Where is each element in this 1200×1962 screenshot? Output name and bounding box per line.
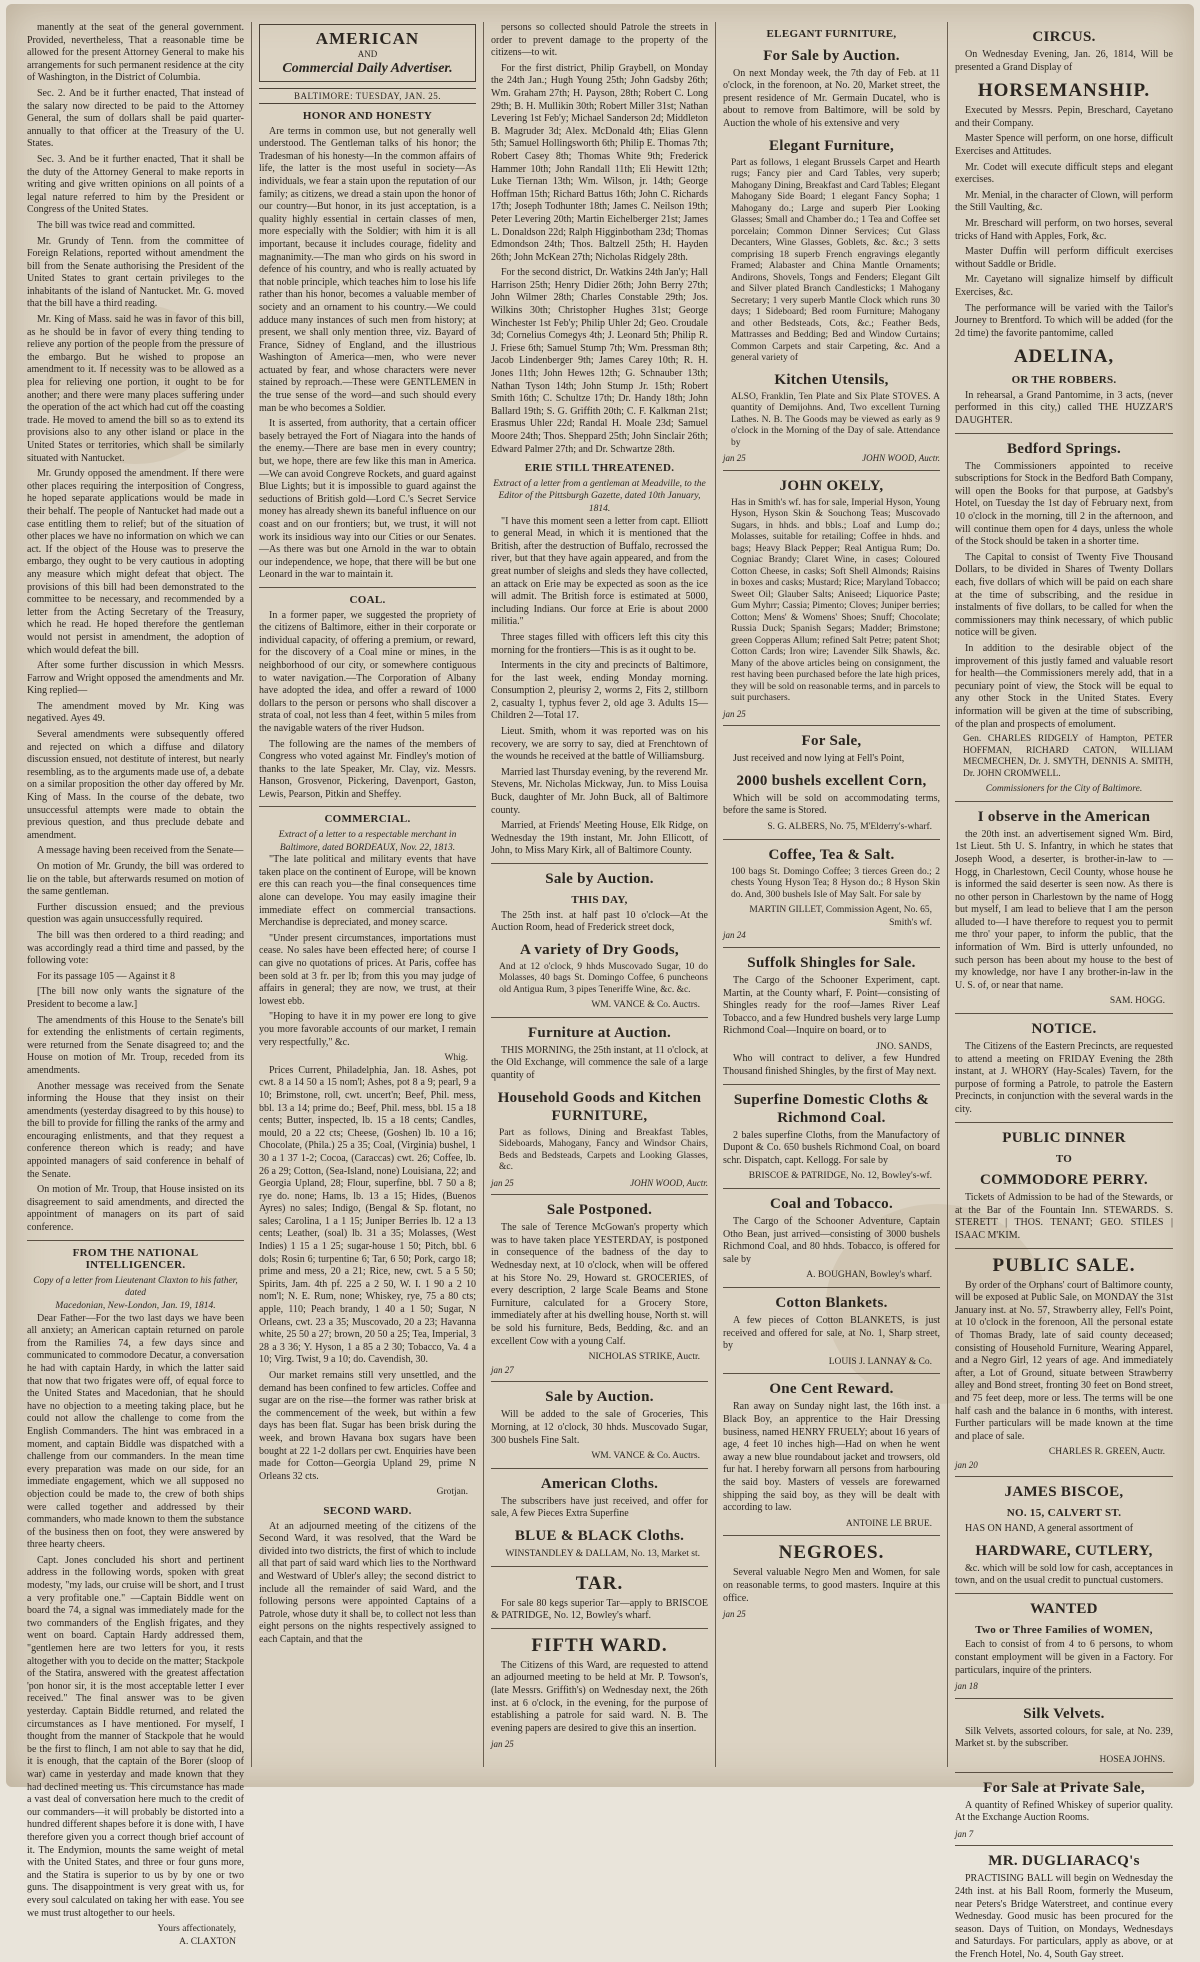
ad-text: Master Spence will perform, on one horse, difficult Exercises and Attitudes. bbox=[955, 133, 1173, 157]
divider bbox=[723, 1535, 940, 1536]
ad-text: The Citizens of this Ward, are requested to attend an adjourned meeting to be held at Mr. P. Towson's, (late Messrs. Griffith's) on Wednesday next, the 26th inst. at 6 o'clock, in the evening, for the purpose of establishing a patrole for said ward. N. B. The evening papers are desired to give this an insertion. bbox=[491, 1659, 708, 1734]
article-paragraph: Our market remains still very unsettled, and the demand has been confined to few articles. Coffee and sugar are on the rise—the former was rather brisk at the commencement of the week, but within a few days has been flat. Sugar has been brisk during the week, and brown Havana box sugars have been bought at 22 1-2 dollars per cwt. Enquiries have been made for Cotton—Georgia Upland 29, prime N Orleans 32 cts. bbox=[259, 1370, 476, 1482]
section-heading: HONOR AND HONESTY bbox=[302, 110, 433, 122]
ad-heading: JAMES BISCOE, bbox=[1004, 1484, 1124, 1501]
ad-heading: NEGROES. bbox=[778, 1542, 885, 1564]
article-paragraph: Three stages filled with officers left this city this morning for the frontiers—This is as it ought to be. bbox=[491, 631, 708, 656]
article-subtitle: Extract of a letter from a gentleman at Meadville, to the Editor of the Pittsburgh Gazette, dated 10th January, 1814. bbox=[493, 478, 706, 514]
divider bbox=[491, 1628, 708, 1629]
ad-signature: WM. VANCE & Co. Auctrs. bbox=[591, 1451, 700, 1462]
ad-signature: A. BOUGHAN, Bowley's wharf. bbox=[806, 1270, 932, 1281]
divider bbox=[955, 1248, 1173, 1249]
ad-text: Master Duffin will perform difficult exercises without Saddle or Bridle. bbox=[955, 246, 1173, 270]
ad-signature: CHARLES R. GREEN, Auctr. bbox=[1048, 1447, 1165, 1458]
ad-feature: Elegant Furniture, bbox=[768, 137, 895, 154]
ad-subheading: OR THE ROBBERS. bbox=[1011, 374, 1117, 387]
ad-heading: PUBLIC SALE. bbox=[992, 1254, 1136, 1276]
masthead bbox=[259, 24, 476, 82]
ad-heading: One Cent Reward. bbox=[769, 1381, 894, 1398]
article-paragraph: A message having been received from the Senate— bbox=[37, 845, 244, 857]
ad-heading: Sale by Auction. bbox=[545, 871, 654, 887]
ad-heading: Bedford Springs. bbox=[1007, 440, 1121, 457]
section-heading: COAL. bbox=[349, 593, 386, 606]
ad-heading: Suffolk Shingles for Sale. bbox=[747, 954, 916, 971]
ad-subheading: NO. 15, CALVERT ST. bbox=[1006, 1507, 1122, 1520]
article-paragraph: "Hoping to have it in my power ere long to give you more favorable accounts of our market, I remain very respectfully," &c. bbox=[259, 1011, 476, 1048]
ad-text: Just received and now lying at Fell's Point, bbox=[733, 753, 905, 765]
letter-paragraph: Dear Father—For the two last days we have been all anxiety; an American captain returned on parole from the Ramilies 74, a few days since and communicated to commodore Decatur, a conversation he had with captain Hardy, in which the latter said that now that two frigates were off, of equal force to the United States and Macedonian, that he should have no objection to a meeting taking place, but he could not allow the challenge to come from the English Commanders. The hint was embraced in a moment, and captain Biddle was dispatched with a challenge from our commanders. In the mean time every preparation was made on our side, for an immediate engagement, which we all supposed no objection could be made to, the crew of both ships were called together and addressed by their commanders, who made known to them the substance of the business then on foot, they were answered by three hearty cheers. bbox=[27, 1312, 244, 1551]
ad-heading: TAR. bbox=[575, 1572, 624, 1594]
ad-feature: A variety of Dry Goods, bbox=[520, 941, 679, 958]
ad-text: Several valuable Negro Men and Women, for sale on reasonable terms, to good masters. Inquire at this office. bbox=[723, 1567, 940, 1604]
ad-heading: CIRCUS. bbox=[1032, 29, 1096, 45]
divider bbox=[491, 1194, 708, 1195]
article-paragraph: Interments in the city and precincts of Baltimore, for the last week, ending Monday morning. Consumption 2, pleurisy 2, worms 2, Fits 2, stillborn 2, casualty 1, typhus fever 2, old age 3. Adults 15—Children 2—Total 17. bbox=[491, 660, 708, 722]
divider bbox=[491, 1017, 708, 1018]
ad-date: jan 25 bbox=[491, 1177, 514, 1188]
ad-feature: Kitchen Utensils, bbox=[774, 371, 889, 388]
article-paragraph: Mr. King of Mass. said he was in favor of this bill, as he should be in favor of every thing tending to relieve any portion of the people from the pressure of the embargo. But he wished to propose an amendment to it. If necessity was to be allowed as a plea for relieving one portion, it ought to be for another; and there were many places suffering under the operation of the act which had cut off the coasting trade. He moved to amend the bill so as to extend its provisions also to any other island or place in the United States or territories, which shall be similarly situated with Nantucket. bbox=[27, 314, 244, 464]
newspaper-page bbox=[20, 22, 1180, 1960]
divider bbox=[723, 1287, 940, 1288]
ad-text: Executed by Messrs. Pepin, Breschard, Cayetano and their Company. bbox=[955, 105, 1173, 129]
article-paragraph: manently at the seat of the general government. Provided, nevertheless, That a reasonable time be allowed for the present Attorney General to make his arrangements for such permanent residence at the city of Washington, in the District of Columbia. bbox=[27, 22, 244, 84]
ad-text: The sale of Terence McGowan's property which was to have taken place YESTERDAY, is postponed in consequence of the badness of the day to Wednesday next, at 10 o'clock, when will be offered at his Store No. 29, Howard st. GROCERIES, of every description, 2 large Scale Beams and Stone Furniture, calculated for a Grocery Store, immediately after at his dwelling house, North st. will be sold his furniture, Beds, Bedding, &c. and an excellent Cow with a young Calf. bbox=[491, 1222, 708, 1347]
ad-text: Who will contract to deliver, a few Hundred Thousand finished Shingles, by the first of May next. bbox=[723, 1053, 940, 1078]
ad-text: Mr. Breschard will perform, on two horses, several tricks of Hand with Apples, Fork, &c. bbox=[955, 217, 1173, 242]
article-paragraph: Another message was received from the Senate informing the House that they insist on their amendments (yesterday disagreed to by this house) to the bill to provide for filling the ranks of the army and encouraging enlistments, and that they request a conference thereon which is ready; and have appointed managers of said conference in behalf of the Senate. bbox=[27, 1080, 244, 1180]
article-signature: Whig. bbox=[444, 1053, 468, 1064]
dateline: BALTIMORE: TUESDAY, JAN. 25. bbox=[259, 88, 476, 104]
ad-text: Will be added to the sale of Groceries, This Morning, at 12 o'clock, 30 hhds. Muscovado Sugar, 300 bushels Fine Salt. bbox=[491, 1409, 708, 1446]
divider bbox=[955, 1013, 1173, 1014]
ad-heading: For Sale, bbox=[801, 733, 862, 750]
ad-signature: WINSTANDLEY & DALLAM, No. 13, Market st. bbox=[505, 1548, 700, 1559]
divider bbox=[955, 1593, 1173, 1594]
ad-text: The performance will be varied with the Tailor's Journey to Brentford. To which will be added (for the 2d time) the favorite pantomime, called bbox=[955, 302, 1173, 339]
article-paragraph: The amendments of this House to the Senate's bill for extending the enlistments of certain regiments, were returned from the Senate disagreed to; and the House on motion of Mr. Troup, receded from its amendments. bbox=[27, 1014, 244, 1076]
ad-text: PRACTISING BALL will begin on Wednesday the 24th inst. at his Ball Room, formerly the Museum, near Peters's Bridge Waterstreet, and continue every Wednesday. Good music has been procured for the season. Days of Tuition, on Mondays, Wednesdays and Saturdays. For particulars, apply as above, or at the French Hotel, No. 4, South Gay street. bbox=[955, 1873, 1173, 1960]
ad-list: And at 12 o'clock, 9 hhds Muscovado Sugar, 10 do Molasses, 40 bags St. Domingo Coffee, 6 puncheons old Antigua Rum, 3 pipes Teneriffe Wine, &c. &c. bbox=[499, 961, 708, 995]
ad-text: &c. which will be sold low for cash, acceptances in town, and on the usual credit to punctual customers. bbox=[955, 1562, 1173, 1587]
divider bbox=[955, 801, 1173, 802]
ad-date: jan 25 bbox=[723, 708, 746, 719]
ad-text: THIS MORNING, the 25th instant, at 11 o'clock, at the Old Exchange, will commence the sale of a large quantity of bbox=[491, 1044, 708, 1082]
article-paragraph: Married, at Friends' Meeting House, Elk Ridge, on Wednesday the 19th instant, Mr. John Ellicott, of John, to Miss Mary Kirk, all of Baltimore County. bbox=[491, 820, 708, 857]
ad-heading: Coffee, Tea & Salt. bbox=[768, 846, 895, 863]
ad-text: The Commissioners appointed to receive subscriptions for Stock in the Bedford Bath Company, will open the Books for that purpose, at Gadsby's Hotel, on Tuesday the 1st day of February next, from 10 o'clock in the morning, till 2 in the afternoon, and will continue them open for 4 days, unless the whole of the Stock should be taken in a shorter time. bbox=[955, 460, 1173, 548]
ad-close: Commissioners for the City of Baltimore. bbox=[985, 784, 1143, 795]
divider bbox=[259, 587, 476, 588]
ad-date: jan 27 bbox=[491, 1364, 514, 1375]
ad-date: jan 7 bbox=[955, 1828, 974, 1839]
divider bbox=[723, 470, 940, 471]
ad-signature: WM. VANCE & Co. Auctrs. bbox=[591, 1000, 700, 1011]
ad-heading: I observe in the American bbox=[977, 808, 1151, 825]
article-paragraph: "The late political and military events that have taken place on the continent of Europe, will be known ere this can reach you—the final consequences time alone can develope. You may easily imagine their immediate effect on commercial transactions. Merchandise is depreciated, and money scarce. bbox=[259, 854, 476, 929]
masthead-subtitle: Commercial Daily Advertiser. bbox=[282, 61, 453, 76]
ad-text: The 25th inst. at half past 10 o'clock—At the Auction Room, head of Frederick street dock, bbox=[491, 909, 708, 934]
ad-text: 2 bales superfine Cloths, from the Manufactory of Dupont & Co. 650 bushels Richmond Coal, on board schr. Dispatch, capt. Kellogg. For sale by bbox=[723, 1129, 940, 1166]
ad-date: jan 25 bbox=[723, 453, 746, 464]
ad-text: The subscribers have just received, and offer for sale, A few Pieces Extra Superfine bbox=[491, 1495, 708, 1520]
ad-text: For sale 80 kegs superior Tar—apply to BRISCOE & PATRIDGE, No. 12, Bowley's wharf. bbox=[491, 1597, 708, 1622]
article-paragraph: The bill was twice read and committed. bbox=[37, 219, 196, 231]
article-paragraph: Sec. 3. And be it further enacted, That it shall be the duty of the Attorney General to make reports in writing and give written opinions on all points of a legal nature referred to him by the President or Congress of the United States. bbox=[27, 153, 244, 216]
ad-footer bbox=[955, 1459, 1173, 1472]
ad-text: The Cargo of the Schooner Adventure, Captain Otho Bean, just arrived—consisting of 3000 bushels Richmond Coal, and 80 hhds. Tobacco, is offered for sale by bbox=[723, 1216, 940, 1265]
ad-text: A quantity of Refined Whiskey of superior quality. At the Exchange Auction Rooms. bbox=[955, 1799, 1173, 1824]
article-paragraph: Lieut. Smith, whom it was reported was on his recovery, we are sorry to say, died at Frenchtown of the wounds he received at the battle of Williamsburg. bbox=[491, 726, 708, 763]
ad-feature: Household Goods and Kitchen FURNITURE, bbox=[497, 1089, 702, 1124]
ad-text: By order of the Orphans' court of Baltimore county, will be exposed at Public Sale, on MONDAY the 31st January inst. at No. 57, Strawberry alley, Fell's Point, at 10 o'clock in the forenoon, All the personal estate of Thomas Brady, late of said county deceased; consisting of Household Furniture, Wearing Apparel, and a Negro Girl, 12 years of age. And immediately after, a Lot of Ground, situate between Strawberry alley and Bond street, fronting 30 feet on Bond street, and 75 feet deep, more or less. The terms will be one half cash and the balance in 6 months, with interest. Further particulars will be made known at the time and place of sale. bbox=[955, 1279, 1173, 1442]
divider bbox=[955, 433, 1173, 434]
divider bbox=[955, 1698, 1173, 1699]
ad-heading: Cotton Blankets. bbox=[775, 1295, 888, 1311]
ad-text: In addition to the desirable object of the improvement of this justly famed and valuable resort for health—the Commissioners merely add, that in a pecuniary point of view, the Stock will be equal to any other Stock in the United States. Every information will be given at the time of subscribing, of the plan and prospects of emolument. bbox=[955, 642, 1173, 730]
divider bbox=[723, 1188, 940, 1189]
ad-footer bbox=[723, 1608, 940, 1621]
article-paragraph: Further discussion ensued; and the previous question was again unsuccessfully required. bbox=[27, 901, 244, 926]
ad-feature: 2000 bushels excellent Corn, bbox=[736, 772, 927, 789]
article-paragraph: The bill was then ordered to a third reading; and was accordingly read a third time and passed, by the following vote: bbox=[27, 929, 244, 967]
ad-text: Silk Velvets, assorted colours, for sale, at No. 239, Market st. by the subscriber. bbox=[955, 1725, 1173, 1750]
ad-heading: WANTED bbox=[1030, 1600, 1098, 1617]
divider bbox=[955, 1476, 1173, 1477]
section-heading: COMMERCIAL. bbox=[324, 813, 411, 826]
letter-dateline: Macedonian, New-London, Jan. 19, 1814. bbox=[55, 1301, 216, 1311]
ad-footer bbox=[723, 452, 940, 465]
ad-heading: For Sale at Private Sale, bbox=[983, 1779, 1145, 1796]
ad-signature: S. G. ALBERS, No. 75, M'Elderry's-wharf. bbox=[767, 822, 932, 833]
ad-footer bbox=[955, 1680, 1173, 1693]
ad-signature: ANTOINE LE BRUE. bbox=[845, 1518, 932, 1529]
divider bbox=[491, 1468, 708, 1469]
ad-text: Tickets of Admission to be had of the Stewards, or at the Bar of the Fountain Inn. STEWARDS. S. STERETT | THOS. TENANT; GEO. STILES | ISAAC M'KIM. bbox=[955, 1192, 1173, 1241]
ad-heading: American Cloths. bbox=[540, 1475, 659, 1492]
ad-date: jan 20 bbox=[955, 1459, 978, 1470]
ad-heading: ELEGANT FURNITURE, bbox=[766, 28, 897, 40]
ad-subheading: TO bbox=[1055, 1152, 1073, 1165]
column-4 bbox=[716, 22, 948, 1767]
ad-heading: Coal and Tobacco. bbox=[769, 1196, 894, 1213]
ad-text: Which will be sold on accommodating terms, before the same is Stored. bbox=[723, 792, 940, 817]
ad-list: Part as follows, Dining and Breakfast Tables, Sideboards, Mahogany, Fancy and Windsor Chairs, Beds and Bedsteads, Carpets and Looking Glasses, &c. bbox=[499, 1127, 708, 1173]
article-signature: Grotjan. bbox=[436, 1487, 468, 1498]
column-1 bbox=[20, 22, 252, 1947]
ad-text: the 20th inst. an advertisement signed Wm. Bird, 1st Lieut. 5th U. S. Infantry, in which he states that Joseph Wood, a deserter, is brother-in-law to — Hogg, in Charlestown, Cecil County, whose house he is informed the said deserter is seen now. As there is no other person in Charlestown by the name of Hogg but myself, I am lead to believe that I am the person alluded to—I have therefore to request you to permit me thro' your paper, to inform the public, that the information of Wm. Bird is utterly unfounded, no such person has been about my house to the best of my knowledge, nor have I any brother-in-law in the U. S. of, or near that name. bbox=[955, 828, 1173, 991]
ad-heading: Furniture at Auction. bbox=[527, 1024, 672, 1041]
divider bbox=[723, 1084, 940, 1085]
divider bbox=[491, 1381, 708, 1382]
section-heading: FROM THE NATIONAL INTELLIGENCER. bbox=[72, 1246, 199, 1272]
ad-feature: Two or Three Families of WOMEN, bbox=[975, 1623, 1153, 1636]
article-paragraph: Are terms in common use, but not generally well understood. The Gentleman talks of his honor; the Tradesman of his honesty—In the common affairs of life, the latter is the most useful in society—As individuals, we fear a stain upon the reputation of our family; as citizens, we dread a stain upon the honor of our country—But honor, in its just acceptation, is a quality highly essential in certain classes of men, more especially with the Soldier; with him it is all important, because it includes courage, fidelity and magnanimity.—The man who girds on his sword in defence of his country, and who is really actuated by that noble principle, which teaches him to lose his life rather than his honor, becomes a valuable member of society and an ornament to his country.—We could adduce many instances of such men from history; at present, we shall only mention three, viz. Bayard of France, Sidney of England, and the illustrious Washington of America—men, who were never actuated by fear, and whose characters were never stained by reproach.—These were GENTLEMEN in the true sense of the word—and such should every man be who becomes a Soldier. bbox=[259, 125, 476, 414]
ad-text: Mr. Menial, in the character of Clown, will perform the Still Vaulting, &c. bbox=[955, 189, 1173, 214]
divider bbox=[723, 1373, 940, 1374]
newspaper-sheet bbox=[6, 4, 1194, 1960]
ad-footer bbox=[491, 1177, 708, 1190]
ad-signature: JNO. SANDS, bbox=[876, 1041, 932, 1052]
ad-text: A few pieces of Cotton BLANKETS, is just received and offered for sale, at No. 1, Sharp street, by bbox=[723, 1315, 940, 1352]
masthead-and: AND bbox=[357, 49, 378, 59]
article-paragraph: The amendment moved by Mr. King was negatived. Ayes 49. bbox=[27, 700, 244, 725]
ad-heading: Superfine Domestic Cloths & Richmond Coal. bbox=[733, 1091, 930, 1126]
article-paragraph: It is asserted, from authority, that a certain officer basely betrayed the Fort of Niagara into the hands of the enemy.—There are base men in every country; but, we hope, there are few like this man in America.—We can avoid Congreve Rockets, and guard against Blue Lights; but it is impossible to guard against the seductions of British gold—Lord C.'s Secret Service money has already shewn its baneful influence on our coast and on our frontiers; but, we trust, it will not work its insidious way into our Cities or our Senates.—As there was but one Arnold in the war to obtain our independence, we hope, that there will be but one Leonard in the war to maintain it. bbox=[259, 418, 476, 581]
ad-date: jan 24 bbox=[723, 930, 746, 941]
ad-subheading: THIS DAY, bbox=[571, 894, 628, 906]
ad-subheading: For Sale by Auction. bbox=[763, 47, 900, 64]
divider bbox=[723, 947, 940, 948]
ad-list: ALSO, Franklin, Ten Plate and Six Plate STOVES. A quantity of Demijohns. And, Two excellent Turning Lathes. N. B. The Goods may be viewed as early as 9 o'clock in the Morning of the Day of sale. Attendance by bbox=[731, 391, 940, 448]
article-paragraph: [The bill now only wants the signature of the President to become a law.] bbox=[27, 986, 244, 1010]
ad-signature: JOHN WOOD, Auctr. bbox=[630, 1177, 708, 1188]
patrol-list: For the first district, Philip Graybell, on Monday the 24th Jan.; Hugh Young 25th; John Gadsby 26th; Wm. Graham 27th; H. Payson, 28th; Robert C. Long 29th; B. H. Mullikin 30th; Robert Miller 31st; Nathan Levering 1st Feb'y; Michael Sanderson 2d; Middleton B. Magruder 3d; Alex. McDonald 4th; Elias Glenn 5th; Samuel Hollingsworth 6th; Philip E. Thomas 7th; Robert Casey 8th; Thomas White 9th; Frederick Hammer 10th; John Randall 11th; Eli Hewitt 12th; Luke Tiernan 13th; Wm. Wilson, jr. 14th; George Hoffman 15th; Richard Battus 16th; John C. Richards 17th; Joseph Todhunter 18th; James C. Neilson 19th; Peter Levering 20th; Martin Eichelberger 21st; James L. Donaldson 22d; Ralph Higginbotham 23d; Thomas Edmondson 24th; Thos. Baltzell 25th; H. Hayden 26th; John McKean 27th; Nicholas Ridgely 28th. bbox=[491, 62, 708, 263]
ad-signature: MARTIN GILLET, Commission Agent, No. 65, Smith's wf. bbox=[749, 905, 932, 928]
ad-text: The Cargo of the Schooner Experiment, capt. Martin, at the County wharf, F. Point—consisting of Shingles ready for the roof—James River Leaf Tobacco, and a few Hundred bushels very large Lump Richmond Coal—Inquire on board, or to bbox=[723, 974, 940, 1037]
divider bbox=[259, 806, 476, 807]
ad-feature: BLUE & BLACK Cloths. bbox=[514, 1527, 685, 1544]
vote-tally: For its passage 105 — Against it 8 bbox=[37, 970, 176, 982]
article-paragraph: On motion of Mr. Troup, that House insisted on its disagreement to said amendments, and directed the appointment of managers on its part of said conference. bbox=[27, 1184, 244, 1234]
masthead-title: AMERICAN bbox=[315, 29, 420, 48]
ad-heading: NOTICE. bbox=[1031, 1021, 1097, 1038]
ad-text: On Wednesday Evening, Jan. 26, 1814, Will be presented a Grand Display of bbox=[955, 49, 1173, 73]
ad-footer bbox=[491, 1364, 708, 1377]
ad-text: Mr. Codet will execute difficult steps and elegant exercises. bbox=[955, 161, 1173, 186]
divider bbox=[955, 1845, 1173, 1846]
column-5 bbox=[948, 22, 1180, 1960]
article-paragraph: persons so collected should Patrole the streets in order to prevent damage to the property of the citizens—to wit. bbox=[491, 22, 708, 59]
ad-heading: Silk Velvets. bbox=[1023, 1705, 1105, 1722]
commissioner-names: Gen. CHARLES RIDGELY of Hampton, PETER HOFFMAN, RICHARD CATON, WILLIAM MECMECHEN, Dr. J. SMYTH, DENNIS A. SMITH, Dr. JOHN CROMWELL. bbox=[963, 734, 1173, 779]
divider bbox=[723, 839, 940, 840]
letter-signature: A. CLAXTON bbox=[179, 1936, 236, 1947]
ad-footer bbox=[955, 1828, 1173, 1841]
ad-signature: LOUIS J. LANNAY & Co. bbox=[828, 1356, 932, 1367]
ad-list: 100 bags St. Domingo Coffee; 3 tierces Green do.; 2 chests Young Hyson Tea; 8 Hyson do.; 8 Hyson Skin do. And, 300 bushels Isle of May Salt. For sale by bbox=[731, 866, 940, 900]
article-paragraph: Several amendments were subsequently offered and rejected on which a diffuse and dilatory discussion ensued, not destitute of interest, but nearly resembling, as to the arguments made use of, a debate on a similar proposition the other day offered by Mr. King of Mass. In the course of the debate, two unsuccessful attempts were made to obtain the previous question, and thus preclude debate and amendment. bbox=[27, 729, 244, 841]
ad-feature: ADELINA, bbox=[1013, 346, 1115, 368]
section-heading: SECOND WARD. bbox=[323, 1504, 412, 1517]
ad-text: Each to consist of from 4 to 6 persons, to whom constant employment will be given in a Factory. For particulars, inquire of the printers. bbox=[955, 1639, 1173, 1676]
article-paragraph: At an adjourned meeting of the citizens of the Second Ward, it was resolved, that the Ward be divided into two districts, the first of which to include all that part of said ward which lies to the Northward and Westward of Ubler's alley; the second district to include all the remainder of said Ward, and the following persons were appointed Captains of a Patrole, whose duty it shall be, to collect not less than eight persons on the nights respectively assigned to each Captain, and that the bbox=[259, 1520, 476, 1645]
ad-text: HAS ON HAND, A general assortment of bbox=[965, 1523, 1134, 1535]
letter-close: Yours affectionately, bbox=[157, 1924, 236, 1935]
divider bbox=[955, 1772, 1173, 1773]
ad-text: In rehearsal, a Grand Pantomime, in 3 acts, (never performed in this city,) called THE HUZZAR'S DAUGHTER. bbox=[955, 389, 1173, 427]
ad-heading: Sale Postponed. bbox=[546, 1202, 653, 1219]
article-paragraph: "Under present circumstances, importations must cease. No sales have been effected here; of course I can give no quotations of prices. At Paris, coffee has been sold at 3 fr. per lb; from this you may judge of affairs in general; they are now, we trust, at their lowest ebb. bbox=[259, 932, 476, 1007]
divider bbox=[491, 863, 708, 864]
ad-signature: JOHN WOOD, Auctr. bbox=[862, 453, 940, 464]
article-paragraph: Mr. Grundy opposed the amendment. If there were other places requiring the interposition of Congress, he hoped separate applications would be made in their behalf. The people of Nantucket had made out a case entitling them to relief; but of the situation of other places we have no information on which we can act. If the object of the House was to preserve the embargo, they ought to be very cautious in adopting any measure which might defeat that object. The provisions of this bill had been demonstrated to the committee to be necessary, and recommended by a letter from the Acting Secretary of the Treasury, which he read. He hoped therefore the gentleman would not persist in amendment, the adoption of which would defeat the bill. bbox=[27, 468, 244, 656]
column-2 bbox=[252, 22, 484, 1767]
ad-heading: MR. DUGLIARACQ's bbox=[988, 1853, 1140, 1870]
ad-feature: COMMODORE PERRY. bbox=[980, 1172, 1148, 1189]
ad-footer bbox=[723, 708, 940, 721]
ad-text: Mr. Cayetano will signalize himself by difficult Exercises, &c. bbox=[955, 274, 1173, 298]
section-heading: ERIE STILL THREATENED. bbox=[524, 462, 675, 475]
ad-text: The Citizens of the Eastern Precincts, are requested to attend a meeting on FRIDAY Evening the 28th instant, at J. WHORY (Hay-Scales) Tavern, for the purpose of forming a Patrole, to patrole the Eastern Precincts, in conjunction with the several wards in the city. bbox=[955, 1041, 1173, 1115]
ad-list: Has in Smith's wf. has for sale, Imperial Hyson, Young Hyson, Hyson Skin & Souchong Teas; Muscovado Sugars, in hhds. and bbls.; Loaf and Lump do.; Molasses, suitable for retailing; Coffee in hhds. and bags; Heavy Black Pepper; Real Antigua Rum; Do. Cogniac Brandy; Claret Wine, in cases; Coloured Cotton Cheese, in casks; Soft Shell Almonds; Raisins in boxes and casks; Mustard; Rice; Maryland Tobacco; Sweet Oil; Glauber Salts; Aniseed; Liquorice Paste; Gum Myhrr; Cassia; Pimento; Cloves; Juniper berries; Cotton; Mens' & Womens' Shoes; Snuff; Chocolate; Russia Duck; Spanish Segars; Madder; Brimstone; green Copperas Allum; refined Salt Petre; patent Shot; Cotton Cards; Iron wire; Lavender Silk Shawls, &c. Many of the above articles being on consignment, the rest having been purchased before the late high prices, they will be sold on reasonable terms, and in parcels to suit purchasers. bbox=[731, 497, 940, 704]
patrol-list: For the second district, Dr. Watkins 24th Jan'y; Hall Harrison 25th; Henry Didier 26th; John Berry 27th; John Wilmer 28th; Charles Constable 29th; Jos. Wilkins 30th; Christopher Hughes 31st; George Winchester 1st Feb'y; Philip Uhler 2d; Geo. Croudale 3d; Cornelius Comegys 4th; J. Leonard 5th; Philip R. J. Friese 6th; Samuel Stump 7th; Wm. Pressman 8th; Jacob Lindenberger 9th; James Carey 10th; R. H. Jones 11th; John Hewes 12th; G. Schnauber 13th; Nathan Tyson 14th; John Stump Jr. 15th; Robert Smith 16th; C. Schultze 17th; Dr. Handy 18th; John Ballard 19th; S. G. Griffith 20th; C. F. Kalkman 21st; Erasmus Uhler 22d; Randal H. Moale 23d; Samuel Moore 24th; Thos. Sheppard 25th; John Sinclair 26th; Edward Palmer 27th; and Dr. Schwartze 28th. bbox=[491, 267, 708, 455]
article-paragraph: After some further discussion in which Messrs. Farrow and Wright opposed the amendments and Mr. King replied— bbox=[27, 660, 244, 697]
ad-heading: Sale by Auction. bbox=[545, 1389, 654, 1406]
article-paragraph: The following are the names of the members of Congress who voted against Mr. Findley's motion of thanks to the late Speaker, Mr. Clay, viz. Messrs. Hanson, Grosvenor, Pickering, Davenport, Gaston, Lewis, Pearson, Pitkin and Sheffey. bbox=[259, 738, 476, 800]
article-paragraph: Mr. Grundy of Tenn. from the committee of Foreign Relations, reported without amendment the bill from the Senate authorising the President of the United States to grant certain privileges to the inhabitants of the island of Nantucket. Mr. G. moved that the bill have a third reading. bbox=[27, 235, 244, 310]
ad-footer bbox=[491, 1738, 708, 1751]
divider bbox=[27, 1240, 244, 1241]
ad-heading: FIFTH WARD. bbox=[531, 1634, 668, 1656]
ad-signature: NICHOLAS STRIKE, Auctr. bbox=[588, 1352, 700, 1363]
article-paragraph: In a former paper, we suggested the propriety of the citizens of Baltimore, either in their corporate or individual capacity, of offering a premium, or reward, for the discovery of a Coal mine or mines, in the neighborhood of our city, or somewhere contiguous to water navigation.—The Corporation of Albany have adopted the idea, and offer a reward of 1000 dollars to the person or persons who shall discover a strata of coal, not less than 4 feet, within 5 miles from the navigable waters of the river Hudson. bbox=[259, 609, 476, 734]
divider bbox=[491, 1566, 708, 1567]
ad-heading: JOHN OKELY, bbox=[779, 477, 884, 494]
divider bbox=[955, 1122, 1173, 1123]
ad-text: On next Monday week, the 7th day of Feb. at 11 o'clock, in the forenoon, at No. 20, Market street, the present residence of Mr. Germain Ducatel, who is about to remove from Baltimore, will be sold by Auction the whole of his extensive and very bbox=[723, 67, 940, 129]
ad-signature: SAM. HOGG. bbox=[1109, 996, 1165, 1007]
ad-date: jan 25 bbox=[723, 1609, 746, 1620]
article-paragraph: "I have this moment seen a letter from capt. Elliott to general Mead, in which it is mentioned that the British, after the destruction of Buffalo, recrossed the river, but that they have again appeared, and from the great number of sleighs and sleds they have collected, an attack on Erie may be expected as soon as the ice will admit. The British force is estimated at 5000, including Indians. Our force at Erie is about 2000 militia." bbox=[491, 515, 708, 628]
column-3 bbox=[484, 22, 716, 1767]
article-subtitle: Extract of a letter to a respectable merchant in Baltimore, dated BORDEAUX, Nov. 22, 1813. bbox=[278, 830, 457, 853]
letter-paragraph: Capt. Jones concluded his short and pertinent address in the following words, spoken with great modesty, "my lads, our cruise will be short, and I trust a very profitable one." —Captain Biddle went on board the 74, a signal was immediately made for the two commanders of the English frigates, and they went on board. Captain Hardy addressed them, "gentlemen here are two letters for you, it rests altogether with you to decide on the matter; Stackpole of the Statira, answered with the greatest affectation 'pon honor sir, it is the most acceptable letter I ever received." The final answer was to be given yesterday. Captain Biddle returned, and related the circumstances as I have mentioned. For myself, I thought from the manner of Stackpole that he would be the first to flinch, I am not able to say that he did, it is enough, that the captain of the Borer (sloop of war) came in yesterday and made known that they had declined meeting us. This circumstance has made a vast deal of conversation here much to the credit of our commanders—it will probably be distorted into a hundred different shapes before it is done with, I have therefore given you a correct though brief account of it. The Endymion, mounts the same weight of metal with the United States, and three or four guns more, and the Statira is superior to us by by one or two guns. The disappointment is very great with us, for every soul calculated on taking her with ease. You see we must trust altogether to our heels. bbox=[27, 1554, 244, 1919]
ad-signature: HOSEA JOHNS. bbox=[1099, 1755, 1165, 1765]
ad-list: Part as follows, 1 elegant Brussels Carpet and Hearth rugs; Fancy pier and Card Tables, very superb; Mahogany Dining, Breakfast and Card Tables; Elegant Mahogany Side Board; 1 elegant Fancy Sopha; 1 Mahogany do.; Large and superb Pier Looking Glasses; Small and Chamber do.; 1 Tea and Coffee set porcelain; Common Dinner Services; Cut Glass Decanters, Wine Glasses, Goblets, &c. &c.; 3 setts comprising 18 superb French engravings elegantly Framed; Alabaster and China Mantle Ornaments; Andirons, Shovels, Tongs and Fenders; Elegant Gilt and Silver plated Branch Candlesticks; 1 Mahogany Secretary; 1 very superb Mantle Clock which runs 30 days; 1 Sideboard; Bed room Furniture; Mahogany and other Bedsteads, Cots, &c.; Feather Beds, Mattrasses and Bedding; Bed and Window Curtains; Common Carpets and stair Carpeting, &c. And a general variety of bbox=[731, 157, 940, 364]
ad-date: jan 18 bbox=[955, 1681, 978, 1692]
ad-feature: HORSEMANSHIP. bbox=[977, 80, 1151, 102]
article-paragraph: On motion of Mr. Grundy, the bill was ordered to lie on the table, but afterwards resumed on motion of the same gentleman. bbox=[27, 861, 244, 898]
ad-heading: PUBLIC DINNER bbox=[1002, 1129, 1126, 1146]
divider bbox=[723, 725, 940, 726]
ad-feature: HARDWARE, CUTLERY, bbox=[975, 1542, 1153, 1559]
ad-signature: BRISCOE & PATRIDGE, No. 12, Bowley's-wf. bbox=[748, 1171, 932, 1182]
ad-date: jan 25 bbox=[491, 1739, 514, 1750]
letter-subtitle: Copy of a letter from Lieutenant Claxton to his father, dated bbox=[33, 1275, 238, 1299]
ad-footer bbox=[723, 929, 940, 942]
prices-current: Prices Current, Philadelphia, Jan. 18. Ashes, pot cwt. 8 a 14 50 a 15 nom'l; Ashes, pot 8 a 9; pearl, 9 a 10; Brimstone, roll, cwt. uncert'n; Beef, Phil. mess, bbl. 13 a 14; prime do.; Beef, Phil. mess, bbl. 15 a 18 cents; Butter, inspected, lb. 15 a 18 cents; Candles, mould, 20 a 22 cts; Cheese, (Goshen) lb. 10 a 16; Chocolate, (Phila.) 25 a 35; Coal, (Virginia) bushel, 1 30 a 1 37 1-2; Cocoa, (Caraccas) cwt. 26; Coffee, lb. 26 a 29; Cotton, (Sea-Island, none) Louisiana, 22; and Georgia Upland, 28; Flour, superfine, bbl. 7 50 a 8; rye do. none; Hams, lb. 13 a 15; Hides, (Buenos Ayres) no sales; Indigo, (Bengal & Sp. flotant, no sales; Carolina, 1 a 1 15; Juniper Berries lb. 12 a 13 cents; Leather, (soal) lb. 31 a 35; Molasses, (West Indies) 1 15 a 1 25; sugar-house 1 50; Pitch, bbl. 6 dols; Rosin 6; turpentine 6; Tar, 6 50; Pork, cargo 18; prime and mess, 20 a 21; Rice, new, cwt. 5 a 5 50; Spirits, Jam. 4th pf. 225 a 2 50, W. I. 1 90 a 2 10 nom'l; N. E. Rum, none; Whiskey, rye, 75 a 80 cts; apple, 110; Peach brandy, 1 40 a 1 50; Sugar, N Orleans, cwt. 23 a 35; Muscovado, 20 a 23; Havanna white, 25 50 a 27; brown, 20 50 a 25; Tea, Imperial, 3 28 a 3 36; Y. Hyson, 1 a 85 a 2 30; Tobacco, Va. 4 a 10; Virg. Twist, 9 a 10; do. Cavendish, 30. bbox=[259, 1064, 476, 1366]
ad-text: The Capital to consist of Twenty Five Thousand Dollars, to be divided in Shares of Twenty Dollars each, five dollars of which will be paid on each share at the time of subscribing, and the residue in instalments of five dollars, to be called for when the commissioners may think necessary, of which public notice will be given. bbox=[955, 551, 1173, 639]
article-paragraph: Married last Thursday evening, by the reverend Mr. Stevens, Mr. Nicholas Mickway, Jun. to Miss Louisa Buck, daughter of Mr. John Buck, all of Baltimore county. bbox=[491, 766, 708, 816]
article-paragraph: Sec. 2. And be it further enacted, That instead of the salary now directed to be paid to the Attorney General, the sum of dollars shall be paid quarter-annually to that officer at the Treasury of the U. States. bbox=[27, 87, 244, 150]
ad-text: Ran away on Sunday night last, the 16th inst. a Black Boy, an apprentice to the Hair Dressing business, named HENRY FRUELY; about 16 years of age, 4 feet 10 inches high—Had on when he went away a new blue roundabout jacket and trowsers, old fur hat. I hereby forwarn all persons from harbouring the said boy. Masters of vessels are forewarned shipping the said boy, as they will be dealt with according to law. bbox=[723, 1401, 940, 1514]
